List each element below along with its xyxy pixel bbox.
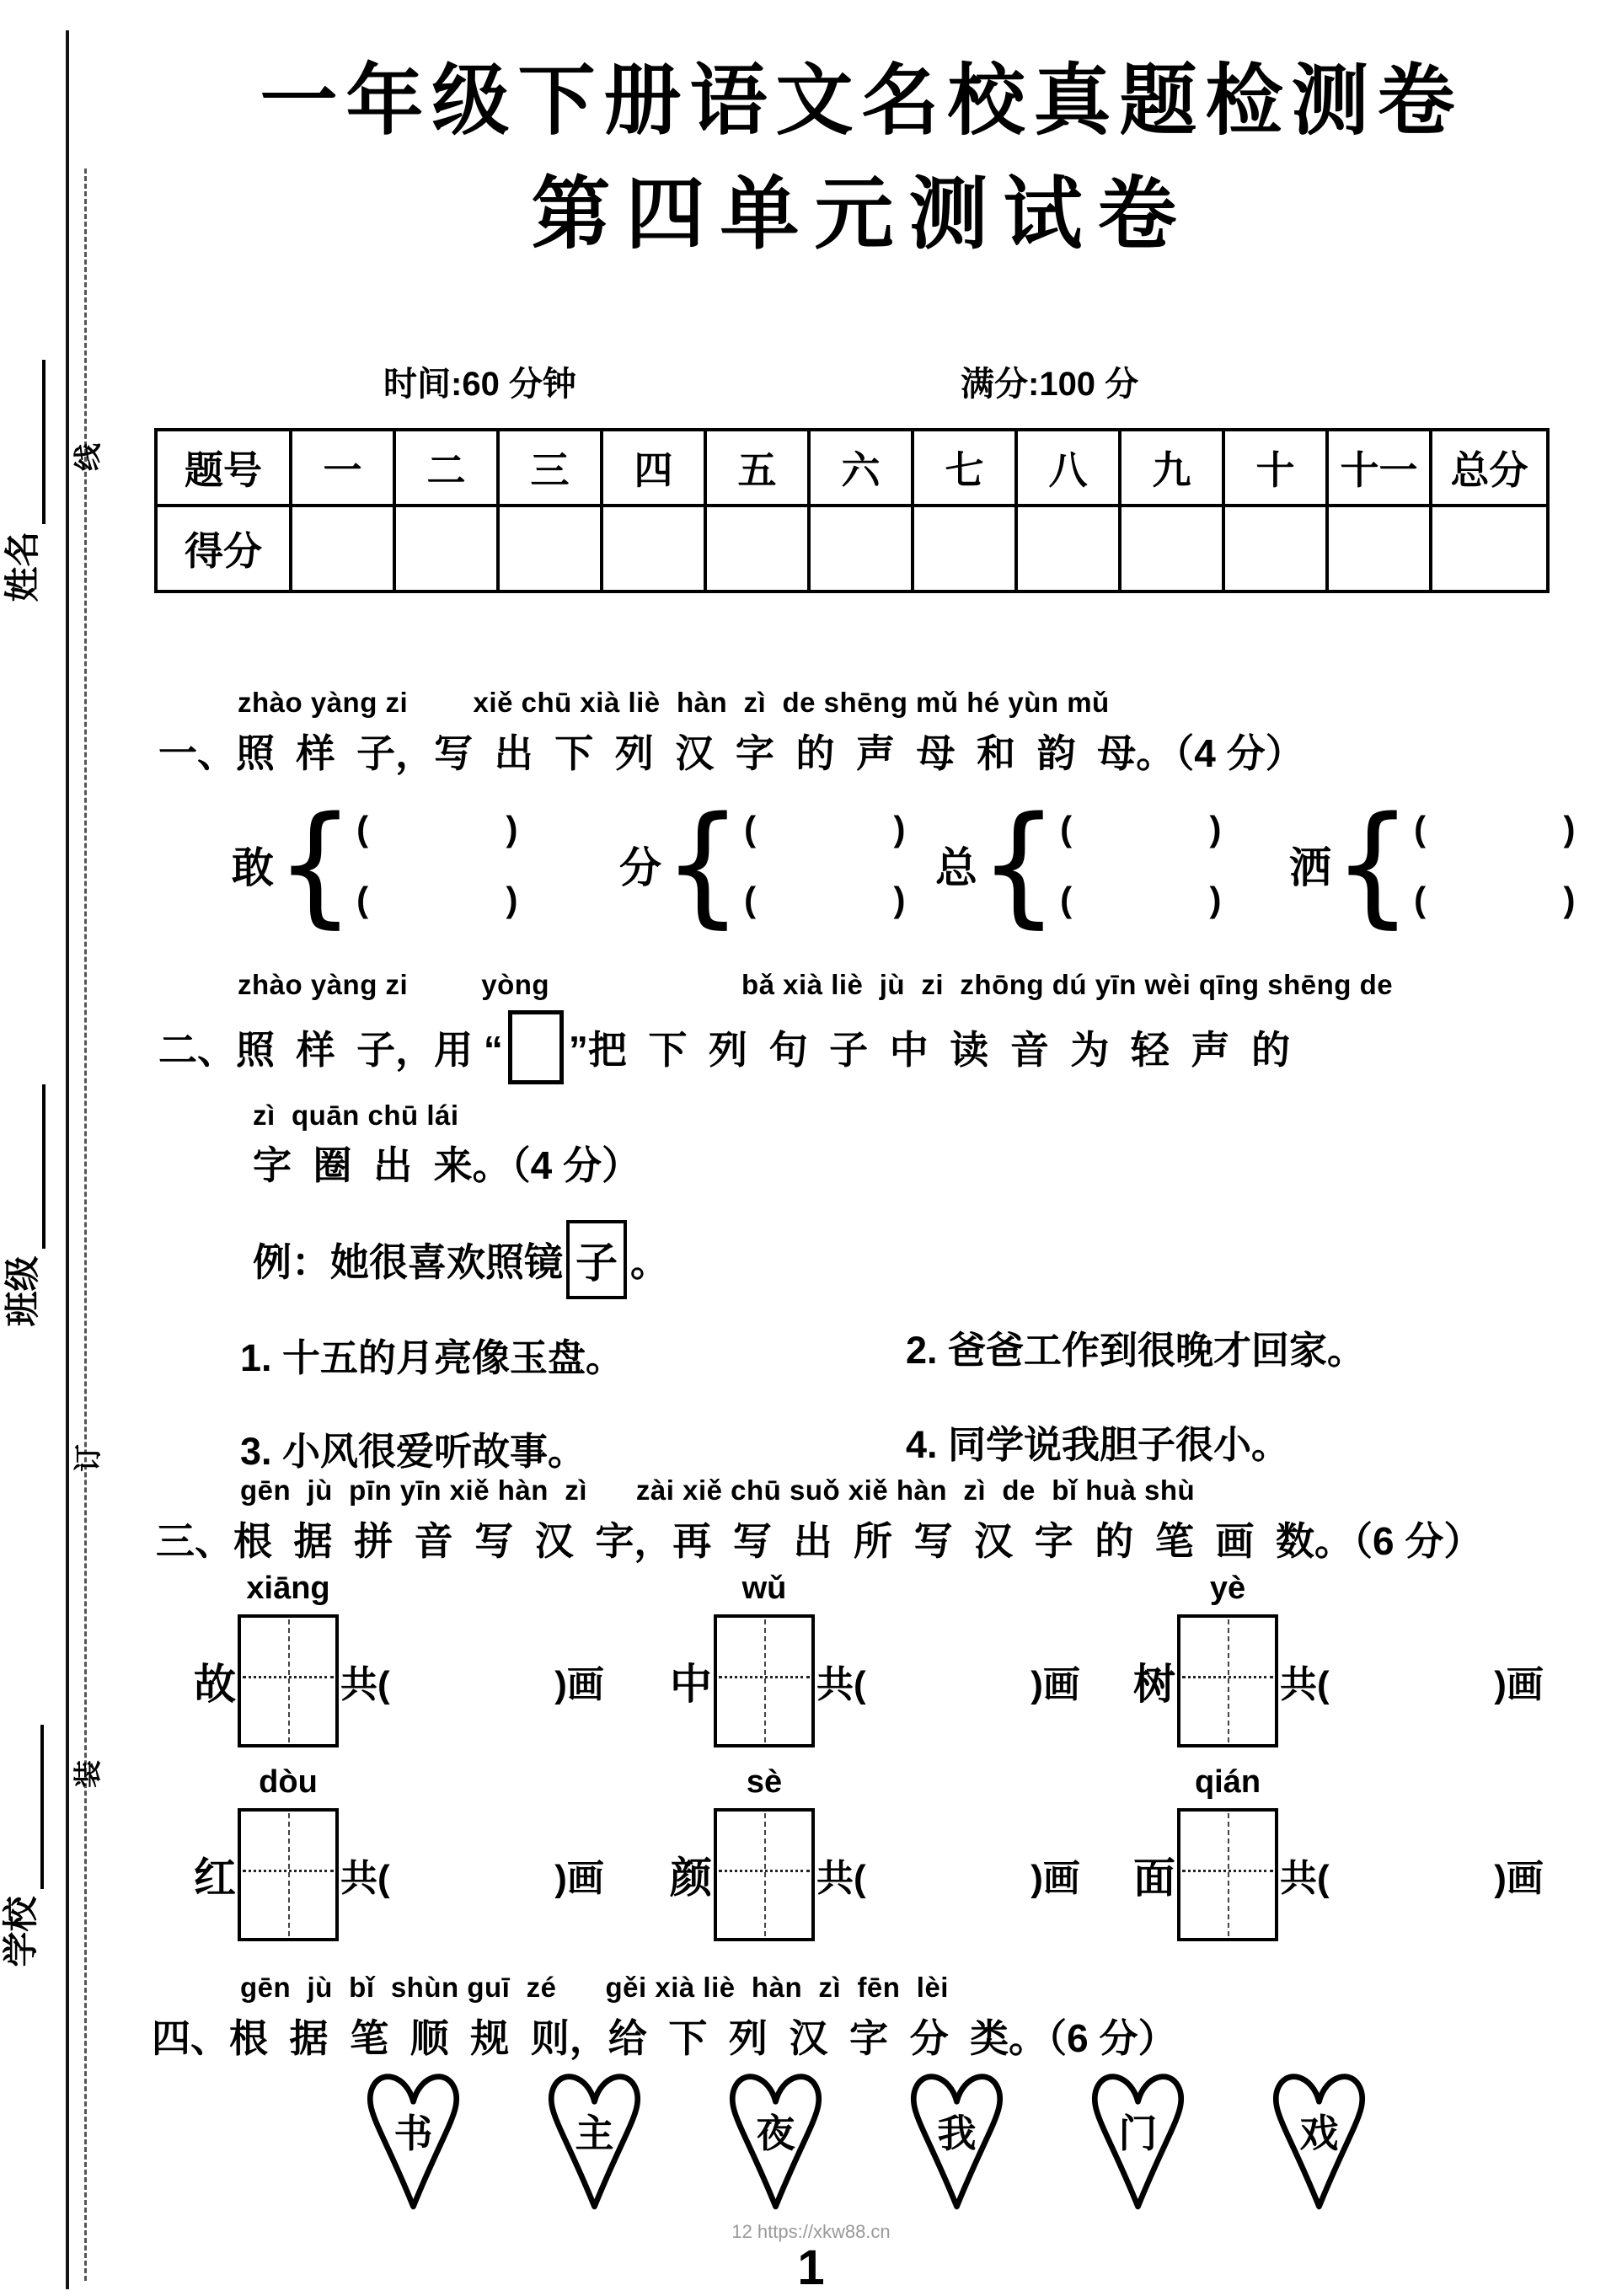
tianzige-box <box>238 1808 339 1941</box>
example-period: 。 <box>630 1240 669 1284</box>
answer-blank: ( ) <box>1414 880 1576 919</box>
score-table-score-row <box>156 506 1548 591</box>
q1-answer-parens <box>1414 809 1575 920</box>
binding-line-char-1: 线 <box>72 443 104 471</box>
tianzige-wrap <box>238 1764 339 1941</box>
q3-hanzi: 树 <box>1133 1661 1175 1708</box>
school-label: 学校 <box>1 1896 40 1967</box>
q1-group-fen <box>619 802 906 927</box>
heart-item-men <box>1085 2066 1191 2216</box>
answer-blank: ( ) <box>1414 809 1576 848</box>
header-cell: 一 <box>291 430 394 506</box>
score-cell <box>394 506 498 591</box>
q2-item-2: 2. 爸爸工作到很晚才回家。 <box>906 1329 1366 1372</box>
q1-group-gan <box>232 802 518 927</box>
q3-item-hong <box>194 1764 604 1942</box>
tianzige-wrap <box>238 1571 339 1747</box>
q1-char: 洒 <box>1289 844 1331 891</box>
header-cell: 十 <box>1223 430 1327 506</box>
stroke-count-blank: 共( )画 <box>816 1858 1080 1899</box>
answer-blank: ( ) <box>744 880 906 919</box>
q3-pinyin: gēn jù pīn yīn xiě hàn zì zài xiě chū suǒ xiě hàn zì de bǐ huà shù <box>240 1474 1196 1506</box>
q2-item-4: 4. 同学说我胆子很小。 <box>906 1423 1290 1466</box>
header-cell: 八 <box>1016 430 1120 506</box>
q4-pinyin: gēn jù bǐ shùn guī zé gěi xià liè hàn zì fēn lèi <box>240 1972 949 2003</box>
tianzige-box <box>714 1808 815 1941</box>
left-border-line <box>66 30 69 2289</box>
score-cell <box>1327 506 1431 591</box>
q3-hanzi: 中 <box>670 1661 712 1708</box>
tianzige-wrap <box>714 1571 815 1747</box>
q3-box-pinyin: sè <box>746 1764 783 1800</box>
tianzige-wrap <box>1177 1571 1278 1747</box>
q1-answer-parens <box>356 809 517 920</box>
q1-group-zong <box>935 802 1222 927</box>
answer-blank: ( ) <box>356 880 518 919</box>
header-cell: 四 <box>602 430 705 506</box>
score-cell <box>809 506 913 591</box>
score-cell <box>1120 506 1223 591</box>
binding-line-char-3: 装 <box>72 1760 104 1788</box>
heart-char: 夜 <box>756 2111 795 2155</box>
q1-answer-parens <box>744 809 905 920</box>
heart-char: 戏 <box>1299 2111 1339 2155</box>
answer-blank: ( ) <box>744 809 906 848</box>
stroke-count-blank: 共( )画 <box>1280 1664 1544 1705</box>
curly-brace <box>663 799 742 929</box>
stroke-count-blank: 共( )画 <box>340 1664 604 1705</box>
school-blank-line <box>10 1726 44 1890</box>
score-cell <box>1223 506 1327 591</box>
answer-blank: ( ) <box>356 809 518 848</box>
score-cell <box>913 506 1016 591</box>
heart-char: 书 <box>393 2111 433 2155</box>
q3-item-shu <box>1133 1571 1544 1748</box>
binding-dashed-line <box>84 169 87 2281</box>
page-number: 1 <box>797 2240 825 2295</box>
q2-pinyin-right: bǎ xià liè jù zi zhōng dú yīn wèi qīng shēng de <box>741 969 1394 1000</box>
q4-text: 四、根 据 笔 顺 规 则，给 下 列 汉 字 分 类。（6 分） <box>152 2016 1177 2060</box>
q2-example-row <box>253 1218 669 1302</box>
binding-line-char-2: 订 <box>72 1444 104 1472</box>
q3-box-pinyin: dòu <box>259 1764 318 1800</box>
score-table-header-row <box>156 430 1548 506</box>
header-cell: 三 <box>498 430 602 506</box>
tianzige-box <box>714 1614 815 1747</box>
answer-blank: ( ) <box>1060 809 1222 848</box>
heart-char: 主 <box>575 2111 614 2155</box>
answer-blank: ( ) <box>1060 880 1222 919</box>
header-cell: 六 <box>809 430 913 506</box>
class-field <box>5 1025 46 1387</box>
score-row-label: 得分 <box>156 506 291 591</box>
name-blank-line <box>12 361 46 525</box>
heart-item-ye <box>723 2066 828 2216</box>
student-name-label: 姓名 <box>3 531 42 602</box>
stroke-count-blank: 共( )画 <box>816 1664 1080 1705</box>
header-cell: 十一 <box>1327 430 1431 506</box>
example-circled-char: 子 <box>575 1239 618 1287</box>
q3-hanzi: 颜 <box>670 1854 712 1902</box>
q3-hanzi: 红 <box>194 1854 236 1902</box>
header-cell: 七 <box>913 430 1016 506</box>
score-cell <box>498 506 602 591</box>
tianzige-wrap <box>714 1764 815 1941</box>
q3-item-zhong <box>670 1571 1080 1748</box>
stroke-count-blank: 共( )画 <box>340 1858 604 1899</box>
curly-brace <box>979 799 1058 929</box>
q2-text-after: ”把 下 列 句 子 中 读 音 为 轻 声 的 <box>568 1028 1291 1072</box>
score-cell <box>1016 506 1120 591</box>
q3-hanzi: 故 <box>194 1661 236 1708</box>
score-cell <box>1431 506 1548 591</box>
q3-box-pinyin: yè <box>1209 1571 1246 1606</box>
q3-item-yan <box>670 1764 1080 1942</box>
page-subtitle: 第四单元测试卷 <box>531 169 1192 258</box>
heart-item-xi <box>1266 2066 1372 2216</box>
q3-item-gu <box>194 1571 604 1748</box>
school-field <box>3 1665 44 2027</box>
q3-box-pinyin: xiāng <box>246 1571 330 1606</box>
tianzige-wrap <box>1177 1764 1278 1941</box>
q3-box-pinyin: qián <box>1194 1764 1261 1800</box>
q2-text-before: 二、照 样 子，用 “ <box>158 1028 503 1072</box>
full-score-label: 满分:100 分 <box>961 366 1139 403</box>
q1-char: 敢 <box>232 844 274 891</box>
stroke-count-blank: 共( )画 <box>1280 1858 1544 1899</box>
tianzige-box <box>238 1614 339 1747</box>
q2-pinyin-line2: zì quān chū lái <box>253 1100 459 1131</box>
q3-box-pinyin: wǔ <box>741 1571 787 1606</box>
q1-char: 总 <box>935 844 977 891</box>
q3-item-mian <box>1133 1764 1544 1942</box>
class-label: 班级 <box>3 1255 42 1327</box>
class-blank-line <box>12 1085 46 1250</box>
score-cell <box>705 506 809 591</box>
header-cell: 九 <box>1120 430 1223 506</box>
header-cell: 总分 <box>1431 430 1548 506</box>
q1-group-sa <box>1289 802 1576 927</box>
student-name-field <box>5 300 46 662</box>
curly-brace <box>276 799 355 929</box>
time-label: 时间:60 分钟 <box>383 366 576 403</box>
q2-text-row <box>158 1003 1290 1092</box>
example-circled-char-box <box>566 1220 627 1299</box>
score-table <box>154 428 1550 593</box>
page-title: 一年级下册语文名校真题检测卷 <box>260 58 1464 144</box>
header-cell: 二 <box>394 430 498 506</box>
tianzige-box <box>1177 1614 1278 1747</box>
heart-item-shu <box>361 2066 466 2216</box>
heart-char: 我 <box>937 2111 977 2155</box>
q3-hanzi: 面 <box>1133 1854 1175 1902</box>
heart-item-wo <box>904 2066 1009 2216</box>
curly-brace <box>1333 799 1412 929</box>
heart-char: 门 <box>1118 2111 1158 2155</box>
q2-pinyin-left: zhào yàng zi yòng <box>238 969 550 1000</box>
header-cell: 五 <box>705 430 809 506</box>
q1-answer-parens <box>1060 809 1221 920</box>
q1-char: 分 <box>619 844 661 891</box>
watermark-url: 12 https://xkw88.cn <box>731 2221 891 2242</box>
circle-mark-box <box>508 1010 564 1084</box>
q3-text: 三、根 据 拼 音 写 汉 字，再 写 出 所 写 汉 字 的 笔 画 数。（6 分） <box>156 1519 1483 1563</box>
header-cell: 题号 <box>156 430 291 506</box>
q2-item-1: 1. 十五的月亮像玉盘。 <box>240 1336 624 1379</box>
q1-text: 一、照 样 子，写 出 下 列 汉 字 的 声 母 和 韵 母。（4 分） <box>158 731 1304 775</box>
heart-item-zhu <box>542 2066 647 2216</box>
q2-item-3: 3. 小风很爱听故事。 <box>240 1430 586 1473</box>
score-cell <box>602 506 705 591</box>
tianzige-box <box>1177 1808 1278 1941</box>
q1-pinyin: zhào yàng zi xiě chū xià liè hàn zì de shēng mǔ hé yùn mǔ <box>238 687 1110 718</box>
score-cell <box>291 506 394 591</box>
example-text: 例：她很喜欢照镜 <box>253 1240 563 1284</box>
q2-text-line2: 字 圈 出 来。（4 分） <box>253 1143 641 1187</box>
